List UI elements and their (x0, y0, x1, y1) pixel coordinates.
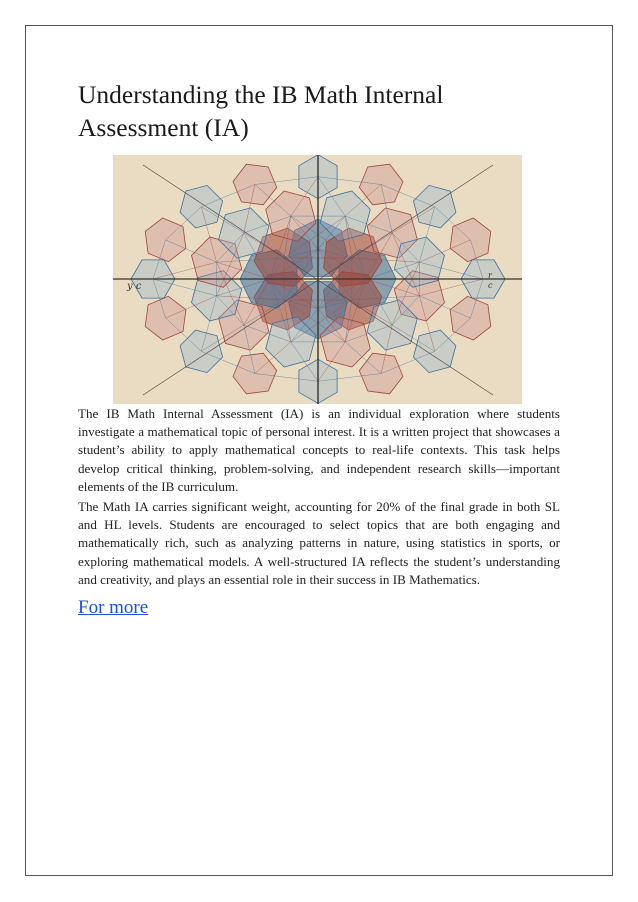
axis-label-right-bottom: c (488, 281, 493, 290)
geometric-illustration (113, 155, 522, 404)
illustration-svg (113, 155, 522, 404)
for-more-link[interactable]: For more (78, 597, 149, 618)
axis-label-right-top: r (488, 271, 492, 280)
axis-label-left: y c (127, 281, 142, 292)
page-title: Understanding the IB Math Internal Assessment (IA) (78, 80, 444, 142)
weight-paragraph: The Math IA carries significant weight, accounting for 20% of the final grade in both SL and HL levels. Students are encouraged to select topics that are both engaging and mathematically rich, such as analyzing patterns in nature, using statistics in sports, or exploring mathematical models. A well-structured IA reflects the student’s understanding and creativity, and plays an essential role in their success in IB Mathematics. (78, 499, 560, 587)
intro-paragraph: The IB Math Internal Assessment (IA) is an individual exploration where students investigate a mathematical topic of personal interest. It is a written project that showcases a student’s ability to apply mathematical concepts to real-life contexts. This task helps develop critical thinking, problem-solving, and independent research skills—important elements of the IB curriculum. (78, 406, 560, 494)
